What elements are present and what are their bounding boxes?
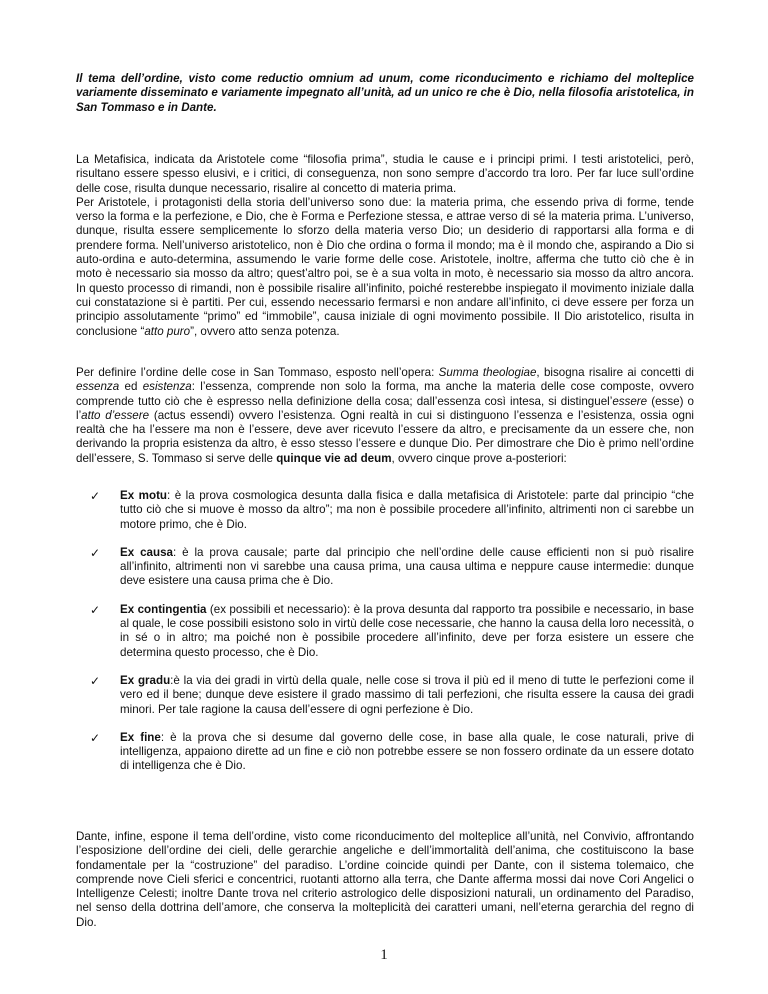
list-item — [76, 731, 694, 774]
checkmark-icon: ✓ — [90, 730, 101, 745]
five-ways-list — [76, 489, 694, 788]
checkmark-icon: ✓ — [90, 489, 101, 503]
list-item-head: Ex causa — [120, 545, 173, 559]
list-item-head: Ex fine — [120, 730, 161, 744]
p2-text-e: ed — [119, 380, 143, 394]
list-item — [76, 546, 694, 589]
essere-term: essere — [612, 394, 648, 408]
p2-text-c: , bisogna risalire ai concetti di — [536, 366, 694, 379]
checkmark-icon: ✓ — [90, 673, 101, 688]
list-item-head: Ex contingentia — [120, 602, 207, 616]
document-title: Il tema dell’ordine, visto come reductio omnium ad unum, come riconducimento e richiamo del molteplice variamente disseminato e variamente impegnato all’unità, ad un unico re che è Dio, nella filosofia aristotelica, in San Tommaso e in Dante. — [76, 72, 694, 114]
p2-text-i: (esse) o l’ — [76, 394, 694, 422]
list-item-text: (ex possibili et necessario): è la prova desunta dal rapporto tra possibile e necessario, in base al quale, le cose possibili esistono solo in virtù delle cose necessarie, che hanno la causa della loro necessità, o in sé o in altro; ma poiché non è possibile procedere all’infinito, deve per forza esistere un essere che determina questo processo, che è Dio. — [120, 602, 694, 659]
checkmark-icon: ✓ — [90, 602, 101, 617]
atto-essere-term: atto d’essere — [81, 408, 150, 422]
paragraph-aristotle-intro: La Metafisica, indicata da Aristotele come “filosofia prima”, studia le cause e i principi primi. I testi aristotelici, però, risultano essere spesso elusivi, e i critici, di conseguenza, non sono sempre d’accordo tra loro. Per far luce sull’ordine delle cose, risulta dunque necessario, risalire al concetto di materia prima. — [76, 153, 694, 195]
atto-puro-term: atto puro — [144, 324, 191, 338]
list-item — [76, 603, 694, 660]
list-item — [76, 674, 694, 717]
paragraph-aristotle — [76, 153, 694, 339]
list-item-text: :è la via dei gradi in virtù della quale, nelle cose si trova il più ed il meno di tutte le perfezioni come il vero ed il bene; dunque deve esistere il grado massimo di tali perfezioni, che risulta essere la causa dei gradi minori. Per tale ragione la causa dell’essere di ogni perfezione è Dio. — [120, 673, 695, 716]
list-item-text: : è la prova che si desume dal governo delle cose, in base alla quale, le cose naturali, prive di intelligenza, appaiono dirette ad un fine e ciò non potrebbe essere se non fossero ordinate da un essere dotato di intelligenza che è Dio. — [120, 730, 694, 773]
checkmark-icon: ✓ — [90, 545, 101, 560]
paragraph-dante: Dante, infine, espone il tema dell’ordine, visto come riconducimento del molteplice all’unità, nel Convivio, affrontando l’esposizione dell’ordine dei cieli, delle gerarchie angeliche e dell’immortalità dell’anima, che costituiscono la base fondamentale per la “costruzione” del paradiso. L’ordine coincide quindi per Dante, con il sistema tolemaico, che comprende nove Cieli sferici e concentrici, ruotanti attorno alla terra, che Dante afferma mossi dai nove Cori Angelici o Intelligenze Celesti; inoltre Dante trova nel criterio astrologico delle disposizioni naturali, un ordinamento del Paradiso, nel senso della dottrina dell’amore, che conserva la molteplicità dei caratteri umani, nell’eterna gerarchia del regno di Dio. — [76, 830, 694, 929]
essenza-term: essenza — [76, 380, 120, 394]
quinque-vie-term: quinque vie ad deum — [276, 451, 392, 465]
list-item — [76, 489, 694, 532]
p2-text-g: : l’essenza, comprende non solo la forma, ma anche la materia delle cose composte, ovvero comprende tutto ciò che è espresso nella definizione della cosa; dall’essenza così intesa, si distinguel’ — [76, 380, 694, 408]
summa-title: Summa theologiae — [438, 366, 537, 379]
paragraph-tommaso — [76, 366, 694, 466]
list-item-head: Ex motu — [120, 489, 168, 502]
p2-text-m: , ovvero cinque prove a-posteriori: — [391, 451, 567, 465]
page-number: 1 — [380, 947, 388, 963]
list-item-text: : è la prova cosmologica desunta dalla fisica e dalla metafisica di Aristotele: parte dal principio “che tutto ciò che si muove è mosso da altro”; ma non è possibile procedere all’infinito, altrimenti non ci sarebbe un motore primo, che è Dio. — [120, 489, 694, 531]
list-item-text: : è la prova causale; parte dal principio che nell’ordine delle cause efficienti non si può risalire all’infinito, altrimenti non vi sarebbe una causa prima, una causa ultima e neppure cause intermedie: dunque deve esistere una causa prima che è Dio. — [120, 545, 694, 588]
p2-text-a: Per definire l’ordine delle cose in San Tommaso, esposto nell’opera: — [76, 366, 439, 379]
paragraph-aristotle-body: Per Aristotele, i protagonisti della storia dell’universo sono due: la materia prima, che essendo priva di forme, tende verso la forma e la perfezione, e Dio, che è Forma e Perfezione stessa, e attrae verso di sé la materia prima. L’universo, dunque, risulta essere semplicemente lo sforzo della materia verso Dio; un desiderio di rapportarsi alla forma e di prendere forma. Nell’universo aristotelico, non è Dio che ordina o forma il mondo; ma è il mondo che, aspirando a Dio si auto-ordina e auto-determina, assumendo le varie forme delle cose. Aristotele, inoltre, afferma che tutto ciò che è in moto è necessario sia mosso da altro; quest’altro poi, se è a sua volta in moto, è necessario sia mosso da altro ancora. In questo processo di rimandi, non è possibile risalire all’infinito, poiché resterebbe inspiegato il movimento iniziale dalla cui constatazione si è partiti. Per cui, essendo necessario fermarsi e non andare all’infinito, ci deve essere per forza un principio assolutamente “primo” ed “immobile”, causa iniziale di ogni movimento possibile. Il Dio aristotelico, risulta in conclusione “ — [76, 195, 694, 338]
paragraph-aristotle-end: ”, ovvero atto senza potenza. — [190, 324, 340, 338]
p2-text-k: (actus essendi) ovvero l’esistenza. Ogni realtà in cui si distinguono l’essenza e l’esistenza, ossia ogni realtà che ha l’essere ma non è l’essere, deve aver ricevuto l’essere da altro, e precisamente da un essere che, non derivando la propria esistenza da altro, è esso stesso l’essere e dunque Dio. Per dimostrare che Dio è primo nell’ordine dell’essere, S. Tommaso si serve delle — [76, 408, 694, 465]
list-item-head: Ex gradu — [120, 673, 171, 687]
esistenza-term: esistenza — [142, 380, 192, 394]
